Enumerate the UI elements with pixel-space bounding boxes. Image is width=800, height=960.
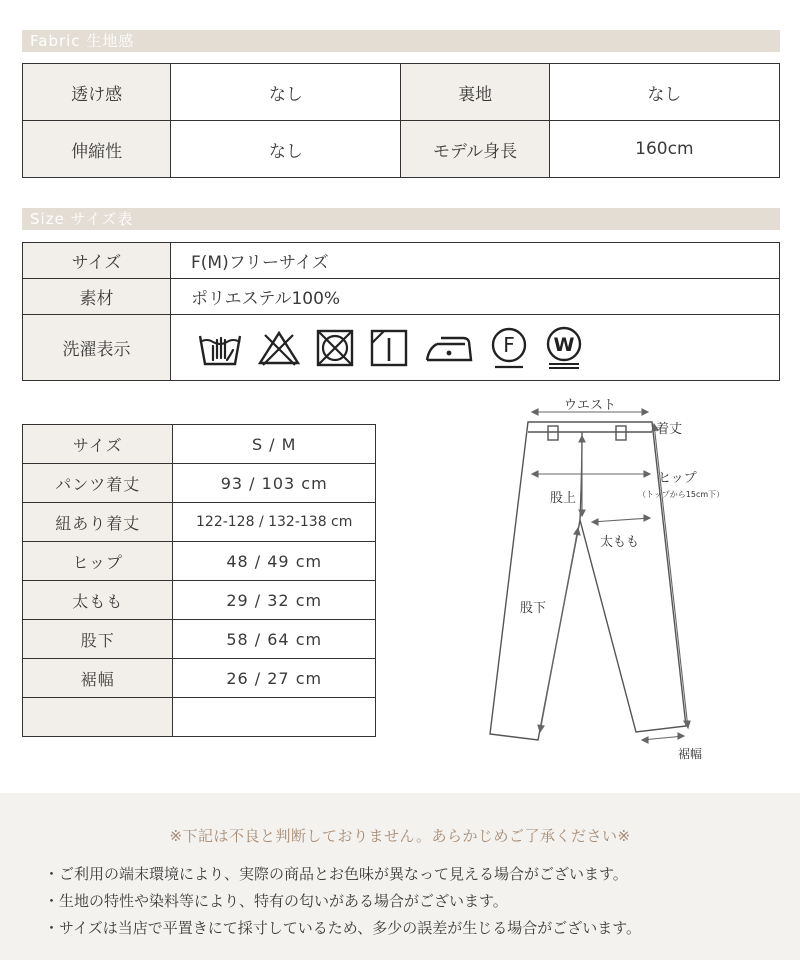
table-row	[23, 620, 376, 659]
list-item: ・サイズは当店で平置きにて採寸しているため、多少の誤差が生じる場合がございます。	[44, 919, 642, 937]
table-row	[23, 64, 780, 121]
list-item: ・生地の特性や染料等により、特有の匂いがある場合がございます。	[44, 892, 508, 910]
drip-dry-shade-icon	[369, 328, 409, 368]
size-table	[22, 242, 780, 381]
fabric-value: なし	[171, 64, 401, 121]
fabric-label: 裏地	[401, 64, 549, 121]
fabric-table	[22, 63, 780, 178]
svg-text:F: F	[503, 332, 515, 357]
care-icons	[171, 315, 780, 381]
measurement-table	[22, 424, 376, 737]
meas-label: 裾幅	[23, 659, 173, 698]
diagram-rise-label: 股上	[550, 491, 577, 506]
table-row	[23, 698, 376, 737]
iron-low-icon	[423, 330, 475, 366]
material-label: 素材	[23, 279, 171, 315]
notes-panel	[0, 793, 800, 960]
notes-list	[44, 861, 641, 942]
meas-label: ヒップ	[23, 542, 173, 581]
diagram-inseam-label: 股下	[520, 601, 547, 616]
meas-label: 太もも	[23, 581, 173, 620]
fabric-section-header: Fabric 生地感	[22, 30, 780, 52]
meas-header-label: サイズ	[23, 425, 173, 464]
table-row	[23, 315, 780, 381]
dry-clean-f-icon	[489, 326, 529, 370]
meas-value: 26 / 27 cm	[173, 659, 376, 698]
table-row	[23, 121, 780, 178]
meas-label: 股下	[23, 620, 173, 659]
meas-label: パンツ着丈	[23, 464, 173, 503]
table-row	[23, 243, 780, 279]
material-value: ポリエステル100%	[171, 279, 780, 315]
table-row	[23, 503, 376, 542]
meas-value: 93 / 103 cm	[173, 464, 376, 503]
meas-value: 48 / 49 cm	[173, 542, 376, 581]
diagram-thigh-label: 太もも	[600, 535, 640, 550]
no-tumble-dry-icon	[315, 328, 355, 368]
meas-label	[23, 698, 173, 737]
table-row	[23, 659, 376, 698]
fabric-value: 160cm	[549, 121, 779, 178]
diagram-hip-note: （トップから15cm下）	[638, 490, 725, 499]
table-row	[23, 581, 376, 620]
meas-value: 58 / 64 cm	[173, 620, 376, 659]
diagram-length-label: 着丈	[656, 422, 683, 437]
table-row	[23, 464, 376, 503]
fabric-label: 透け感	[23, 64, 171, 121]
table-row	[23, 279, 780, 315]
fabric-label: 伸縮性	[23, 121, 171, 178]
pants-measurement-diagram	[470, 392, 780, 772]
care-label: 洗濯表示	[23, 315, 171, 381]
pants-outline	[490, 422, 686, 740]
diagram-hip-label: ヒップ	[658, 471, 697, 486]
table-row	[23, 542, 376, 581]
size-value: F(M)フリーサイズ	[171, 243, 780, 279]
fabric-value: なし	[549, 64, 779, 121]
wet-clean-w-icon	[543, 325, 585, 371]
meas-value: 29 / 32 cm	[173, 581, 376, 620]
hand-wash-icon	[197, 328, 243, 368]
fabric-value: なし	[171, 121, 401, 178]
diagram-waist-label: ウエスト	[563, 398, 617, 413]
size-label: サイズ	[23, 243, 171, 279]
list-item: ・ご利用の端末環境により、実際の商品とお色味が異なって見える場合がございます。	[44, 865, 628, 883]
meas-label: 紐あり着丈	[23, 503, 173, 542]
meas-value	[173, 698, 376, 737]
meas-header-value: S / M	[173, 425, 376, 464]
meas-value: 122-128 / 132-138 cm	[173, 503, 376, 542]
size-section-header: Size サイズ表	[22, 208, 780, 230]
diagram-hem-label: 裾幅	[678, 747, 703, 761]
fabric-label: モデル身長	[401, 121, 549, 178]
table-row	[23, 425, 376, 464]
notes-title: ※下記は不良と判断しておりません。あらかじめご了承ください※	[169, 827, 631, 845]
no-bleach-icon	[257, 329, 301, 367]
svg-text:W: W	[553, 333, 575, 356]
